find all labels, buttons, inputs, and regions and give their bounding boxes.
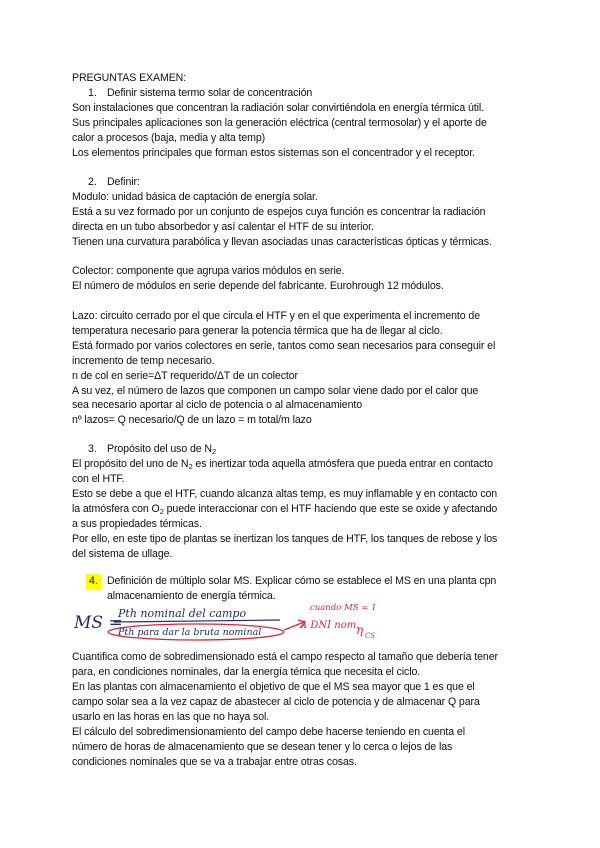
handwritten-formula (72, 600, 402, 642)
q3-line: a sus propiedades térmicas. (72, 518, 202, 530)
q3-line: El propósito del uno de $N_2$ es inertizar toda aquella atmósfera que pueda entrar en contacto (72, 458, 493, 471)
hw-fraction-bar (114, 620, 280, 622)
q3-line: con el HTF. (72, 473, 125, 485)
q4-line: condiciones nominales que se va a trabajar entre otras cosas. (72, 756, 357, 768)
q4-line: número de horas de almacenamiento que se desean tener y lo cerca o lejos de las (72, 741, 453, 753)
lazo-line: incremento de temp necesario. (72, 355, 215, 367)
q2-heading: Definir: (107, 176, 140, 188)
lazo-line: sea necesario aportar al ciclo de potencia o al almacenamiento (72, 399, 363, 411)
q3-line: del sistema de ullage. (72, 548, 173, 560)
modulo-line: Modulo: unidad básica de captación de energía solar. (72, 191, 318, 203)
lazo-line: n de col en serie=ΔT requerido/ΔT de un colector (72, 370, 298, 382)
q3-heading: Propósito del uso de $N_2$ (107, 443, 217, 456)
q4-line: para, en condiciones nominales, dar la energía témica que necesita el ciclo. (72, 666, 421, 678)
hw-note-3-sub: CS (365, 632, 376, 640)
q4-line: Cuantifica como de sobredimensionado está el campo respecto al tamaño que debería tener (72, 651, 498, 663)
q4-line: campo solar sea a la vez capaz de abastecer al ciclo de potencia y de almacenar Q para (72, 696, 480, 708)
modulo-line: Está a su vez formado por un conjunto de espejos cuya función es concentrar la radiación (72, 206, 486, 218)
colector-line: El número de módulos en serie depende del fabricante. Eurohrough 12 módulos. (72, 280, 444, 292)
q3-line: Esto se debe a que el HTF, cuando alcanza altas temp, es muy inflamable y en contacto con (72, 488, 498, 500)
modulo-line: directa en un tubo absorbedor y así calentar el HTF de su interior. (72, 221, 374, 233)
q3-line: Por ello, en este tipo de plantas se inertizan los tanques de HTF, los tanques de rebose y los (72, 533, 498, 545)
q3-number: 3. (88, 443, 97, 455)
hw-note-3: η (356, 623, 364, 637)
hw-denominator: Pth para dar la bruta nominal (118, 627, 262, 638)
q1-number: 1. (88, 87, 97, 99)
q4-number: 4. (86, 574, 101, 589)
hw-note-2: A DNI nom. (300, 620, 360, 631)
q4-line: En las plantas con almacenamiento el objetivo de que el MS sea mayor que 1 es que el (72, 681, 475, 693)
q2-number: 2. (88, 176, 97, 188)
q1-line: calor a procesos (baja, media y alta temp) (72, 132, 266, 144)
modulo-line: Tienen una curvatura parabólica y llevan asociadas unas características ópticas y térmicas. (72, 236, 492, 248)
q1-line: Son instalaciones que concentran la radiación solar convirtiéndola en energía térmica útil. (72, 102, 484, 114)
lazo-line: nº lazos= Q necesario/Q de un lazo = m total/m lazo (72, 414, 312, 426)
q3-line: la atmósfera con $O_2$ puede interaccionar con el HTF haciendo que este se oxide y afectando (72, 503, 498, 516)
lazo-line: Está formado por varios colectores en serie, tantos como sean necesarios para conseguir el (72, 340, 496, 352)
q4-line: usarlo en las horas en las que no haya sol. (72, 711, 270, 723)
q4-heading: Definición de múltiplo solar MS. Explicar cómo se establece el MS en una planta cpn (107, 575, 497, 587)
q1-line: Los elementos principales que forman estos sistemas son el concentrador y el receptor. (72, 147, 476, 159)
hw-note-1: cuando MS = 1 (310, 603, 377, 613)
lazo-line: A su vez, el número de lazos que componen un campo solar viene dado por el calor que (72, 385, 479, 397)
hw-numerator: Pth nominal del campo (118, 607, 247, 620)
doc-title: PREGUNTAS EXAMEN: (72, 72, 187, 84)
q4-line: El cálculo del sobredimensionamiento del campo debe hacerse teniendo en cuenta el (72, 726, 465, 738)
q1-heading: Definir sistema termo solar de concentración (107, 87, 313, 99)
colector-line: Colector: componente que agrupa varios módulos en serie. (72, 265, 345, 277)
q1-line: Sus principales aplicaciones son la generación eléctrica (central termosolar) y el aporte de (72, 117, 487, 129)
lazo-line: Lazo: circuito cerrado por el que circula el HTF y en el que experimenta el incremento de (72, 310, 480, 322)
q4-heading: almacenamiento de energía térmica. (107, 590, 276, 602)
hw-lhs: MS = (74, 613, 123, 633)
lazo-line: temperatura necesario para generar la potencia térmica que ha de llegar al ciclo. (72, 325, 443, 337)
